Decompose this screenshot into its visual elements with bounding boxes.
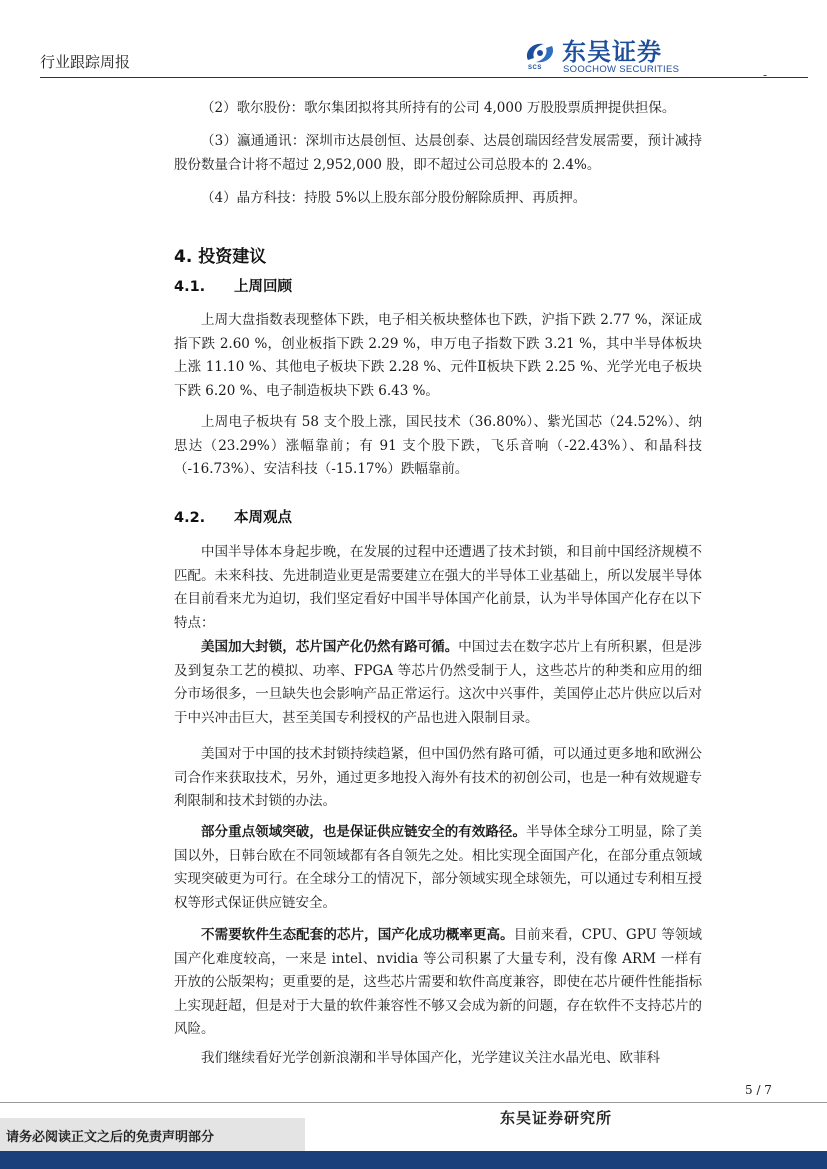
footer-divider bbox=[0, 1102, 827, 1103]
paragraph-market-review: 上周大盘指数表现整体下跌，电子相关板块整体也下跌，沪指下跌 2.77 %，深证成指下跌 2.60 %，创业板指下跌 2.29 %，申万电子指数下跌 3.21 %，其中半导体板块上涨 11.10 %、其他电子板块下跌 2.28 %、元件Ⅱ板块下跌 2.25 %、光学光电子板块下跌 6.20 %、电子制造板块下跌 6.43 %。 bbox=[174, 312, 702, 399]
list-item: （4）晶方科技：持股 5%以上股东部分股份解除质押、再质押。 bbox=[201, 190, 587, 206]
paragraph-stock-movers: 上周电子板块有 58 支个股上涨，国民技术（36.80%）、紫光国芯（24.52%）、纳思达（23.29%）涨幅靠前；有 91 支个股下跌，飞乐音响（-22.43%）、和晶科技（-16.73%）、安洁科技（-15.17%）跌幅靠前。 bbox=[174, 414, 702, 478]
subsection-title: 上周回顾 bbox=[234, 279, 292, 295]
paragraph-point-1 bbox=[174, 636, 702, 730]
logo-abbreviation: SCS bbox=[528, 65, 542, 71]
subsection-title: 本周观点 bbox=[234, 510, 292, 526]
paragraph-tech-blockade: 美国对于中国的技术封锁持续趋紧，但中国仍然有路可循，可以通过更多地和欧洲公司合作来获取技术，另外，通过更多地投入海外有技术的初创公司，也是一种有效规避专利限制和技术封锁的办法。 bbox=[174, 746, 702, 810]
header-divider bbox=[40, 77, 808, 78]
logo-english-name: SOOCHOW SECURITIES bbox=[563, 64, 680, 75]
subsection-number: 4.2. bbox=[174, 510, 206, 526]
point-3-lead: 不需要软件生态配套的芯片，国产化成功概率更高。 bbox=[201, 927, 514, 943]
point-1-body: 中国过去在数字芯片上有所积累，但是涉及到复杂工艺的模拟、功率、FPGA 等芯片仍然受制于人，这些芯片的种类和应用的细分市场很多，一旦缺失也会影响产品正常运行。这次中兴事件，美国停止芯片供应以后对于中兴冲击巨大，甚至美国专利授权的产品也进入限制目录。 bbox=[174, 639, 703, 726]
header-dash: - bbox=[763, 68, 768, 82]
report-type-title: 行业跟踪周报 bbox=[40, 53, 131, 71]
point-2-lead: 部分重点领域突破，也是保证供应链安全的有效路径。 bbox=[201, 824, 526, 840]
list-item: （2）歌尔股份：歌尔集团拟将其所持有的公司 4,000 万股股票质押提供担保。 bbox=[201, 100, 676, 116]
paragraph-intro: 中国半导体本身起步晚，在发展的过程中还遭遇了技术封锁，和目前中国经济规模不匹配。未来科技、先进制造业更是需要建立在强大的半导体工业基础上，所以发展半导体在目前看来尤为迫切，我们坚定看好中国半导体国产化前景，认为半导体国产化存在以下特点： bbox=[174, 544, 702, 631]
paragraph-point-2 bbox=[174, 821, 702, 915]
point-1-lead: 美国加大封锁，芯片国产化仍然有路可循。 bbox=[201, 639, 459, 655]
subsection-number: 4.1. bbox=[174, 279, 206, 295]
disclaimer-box bbox=[0, 1118, 305, 1151]
paragraph-point-3 bbox=[174, 924, 702, 1042]
point-2-body: 半导体全球分工明显，除了美国以外，日韩台欧在不同领域都有各自领先之处。相比实现全面国产化，在部分重点领域实现突破更为可行。在全球分工的情况下，部分领域实现全球领先，可以通过专利相互授权等形式保证供应链安全。 bbox=[174, 824, 702, 911]
subsection-heading-4-1 bbox=[174, 275, 292, 296]
logo-chinese-name: 东吴证券 bbox=[562, 38, 662, 66]
footer-organization: 东吴证券研究所 bbox=[500, 1109, 613, 1127]
list-item: （3）瀛通通讯：深圳市达晨创恒、达晨创泰、达晨创瑞因经营发展需要，预计减持股份数量合计将不超过 2,952,000 股，即不超过公司总股本的 2.4%。 bbox=[174, 133, 702, 173]
paragraph-recommendation: 我们继续看好光学创新浪潮和半导体国产化，光学建议关注水晶光电、欧菲科 bbox=[201, 1050, 660, 1066]
page-number: 5 / 7 bbox=[745, 1083, 772, 1097]
footer-band bbox=[0, 1151, 827, 1169]
soochow-logo bbox=[522, 38, 702, 76]
subsection-heading-4-2 bbox=[174, 506, 292, 527]
section-heading: 4. 投资建议 bbox=[174, 247, 267, 267]
point-3-body: 目前来看，CPU、GPU 等领域国产化难度较高，一来是 intel、nvidia 等公司积累了大量专利，没有像 ARM 一样有开放的公版架构；更重要的是，这些芯片需要和软件高度兼容，即使在芯片硬件性能指标上实现赶超，但是对于大量的软件兼容性不够又会成为新的问题，存在软件不支持芯片的风险。 bbox=[174, 927, 703, 1038]
disclaimer-text: 请务必阅读正文之后的免责声明部分 bbox=[6, 1130, 215, 1145]
